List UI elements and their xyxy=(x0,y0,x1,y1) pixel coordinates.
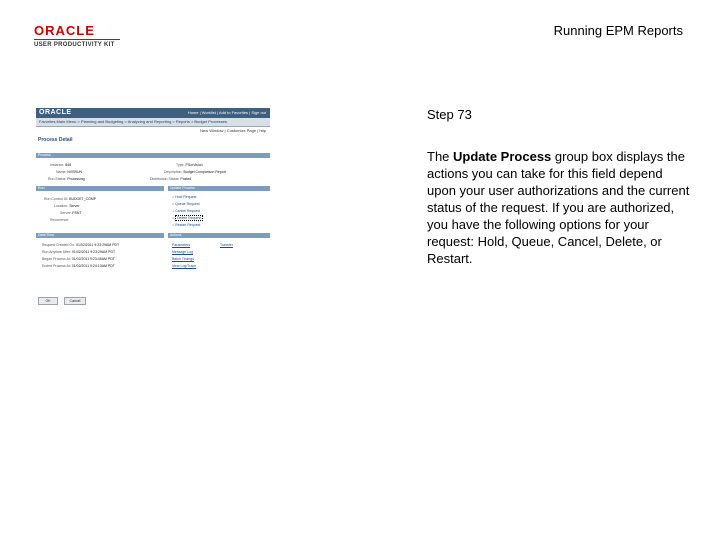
datetime-section-header: Date/Time xyxy=(36,233,164,238)
location-row: Location: Server xyxy=(54,204,80,208)
process-group xyxy=(36,153,270,158)
header-links[interactable]: Home | Worklist | Add to Favorites | Sign out xyxy=(187,110,266,115)
process-detail-screenshot xyxy=(36,108,270,310)
run-section-header: Run xyxy=(36,186,164,191)
batch-timings-link[interactable]: Batch Timings xyxy=(172,257,194,261)
message-log-link[interactable]: Message Log xyxy=(172,250,194,254)
update-option-restart[interactable]: ○ Restart Request xyxy=(172,223,201,227)
transfer-action[interactable]: Transfer xyxy=(220,243,233,247)
process-section-header: Process xyxy=(36,153,270,158)
actions-section-header: Actions xyxy=(168,233,270,238)
run-status-row: Run Status: Processing xyxy=(48,177,85,181)
name-row: Name: NVSRUN xyxy=(56,170,83,174)
app-header-bar xyxy=(36,108,270,118)
server-row: Server: PSNT xyxy=(60,211,82,215)
update-option-delete[interactable]: ○ Delete Request xyxy=(172,216,202,220)
oracle-upk-logo xyxy=(34,24,124,49)
cancel-button[interactable]: Cancel xyxy=(64,297,86,305)
update-option-queue[interactable]: ○ Queue Request xyxy=(172,202,200,206)
page-toolbar[interactable]: New Window | Customize Page | http xyxy=(200,128,266,133)
update-process-term: Update Process xyxy=(453,149,552,164)
page-title: Running EPM Reports xyxy=(553,23,683,38)
process-detail-title: Process Detail xyxy=(38,137,73,143)
logo-divider xyxy=(34,39,120,40)
update-option-cancel[interactable]: ○ Cancel Request xyxy=(172,209,200,213)
description-row: Description: Budget Comparison Report xyxy=(164,170,226,174)
began-process-row: Began Process At: 01/02/2011 9:23:45AM PDT xyxy=(42,257,115,261)
view-log-link[interactable]: View Log/Trace xyxy=(172,264,197,268)
parameters-action[interactable]: Parameters xyxy=(172,243,191,247)
ok-button[interactable]: OK xyxy=(38,297,58,305)
logo-text: ORACLE xyxy=(34,23,95,38)
update-process-header: Update Process xyxy=(168,186,270,191)
type-row: Type: PS/nVision xyxy=(176,163,203,167)
update-option-hold[interactable]: ○ Hold Request xyxy=(172,195,197,199)
recurrence-row: Recurrence: xyxy=(50,218,70,222)
app-brand: ORACLE xyxy=(39,109,72,116)
step-number: Step 73 xyxy=(427,107,472,122)
logo-subtitle: USER PRODUCTIVITY KIT xyxy=(34,42,115,48)
request-created-row: Request Created On: 01/02/2011 9:23:29AM PDT xyxy=(42,243,120,247)
run-control-row: Run Control ID: BUDGET_COMP xyxy=(44,197,97,201)
ended-process-row: Ended Process At: 01/02/2011 9:24:10AM PDT xyxy=(42,264,115,268)
menu-breadcrumb[interactable]: Favorites Main Menu > Planning and Budgeting > Analyzing and Reporting > Reports > Budget Processes xyxy=(36,118,270,127)
instance-row: Instance: 848 xyxy=(50,163,72,167)
distribution-status-row: Distribution Status: Posted xyxy=(150,177,192,181)
run-anytime-after-row: Run Anytime After: 01/02/2011 9:23:29AM PDT xyxy=(42,250,116,254)
step-description: The Update Process group box displays the actions you can take for this field depend upon your user authorizations and the current status of the request. If you are authorized, you have the following options for your request: Hold, Queue, Cancel, Delete, or Restart. xyxy=(427,149,690,266)
